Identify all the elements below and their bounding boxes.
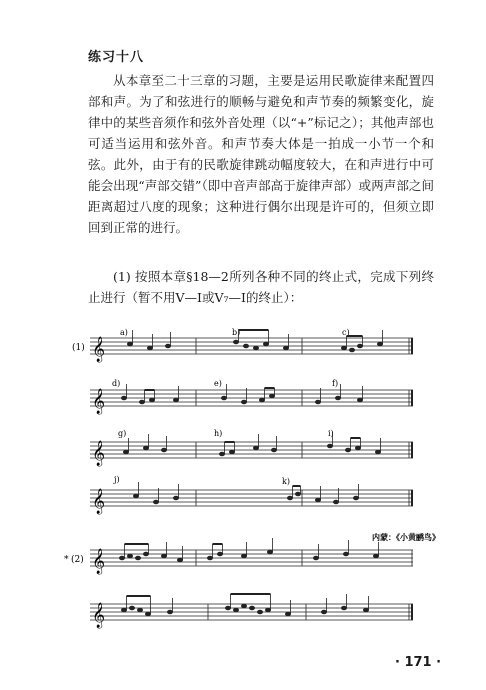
example-label-b: b) [232,328,241,337]
staff-row-5 [64,532,440,574]
example-label-h: h) [214,429,223,438]
example-label-a: a) [120,328,128,337]
treble-clef-icon: 𝄞 [92,337,106,362]
staff-row-1 [72,328,413,362]
exercise-heading: 练习十八 [88,50,145,65]
exercise-1-label: (1) [72,343,85,353]
instruction-paragraph: 从本章至二十三章的习题，主要是运用民歌旋律来配置四部和声。为了和弦进行的顺畅与避免和声节奏的频繁变化，旋律中的某些音须作和弦外音处理（以“+”标记之）；其他声部也可适当运用和弦外音。和声节奏大体是一拍成一小节一个和弦。此外，由于有的民歌旋律跳动幅度较大，在和声进行中可能会出现“声部交错”（即中音声部高于旋律声部）或两声部之间距离超过八度的现象；这种进行偶尔出现是许可的，但须立即回到正常的进行。 [88,73,434,235]
staff-row-3 [90,429,413,466]
treble-clef-icon: 𝄞 [92,603,106,628]
exercise-2-label: (2) [71,555,84,565]
example-label-d: d) [112,379,121,388]
staff-row-4 [90,475,413,514]
treble-clef-icon: 𝄞 [92,389,106,414]
treble-clef-icon: 𝄞 [92,441,106,466]
staff-row-6 [90,594,413,628]
example-label-k: k) [282,477,290,486]
example-label-j: j) [114,475,120,484]
song-title: 内蒙：《小黄鹂鸟》 [372,533,440,542]
page-number: · 171 · [395,655,442,670]
treble-clef-icon: 𝄞 [92,549,106,574]
example-label-e: e) [214,379,222,388]
treble-clef-icon: 𝄞 [92,489,106,514]
example-label-g: g) [118,429,127,438]
music-score [0,318,486,658]
example-label-c: c) [342,328,350,337]
staff-row-2 [90,379,413,414]
exercise-2-marker: * [64,555,69,565]
example-label-f: f) [332,379,339,388]
exercise-1-instruction: (1) 按照本章§18—2所列各种不同的终止式，完成下列终止进行（暂不用Ⅴ—Ⅰ或Ⅴ₇—Ⅰ的终止）： [88,269,434,305]
example-label-i: i) [328,429,334,438]
